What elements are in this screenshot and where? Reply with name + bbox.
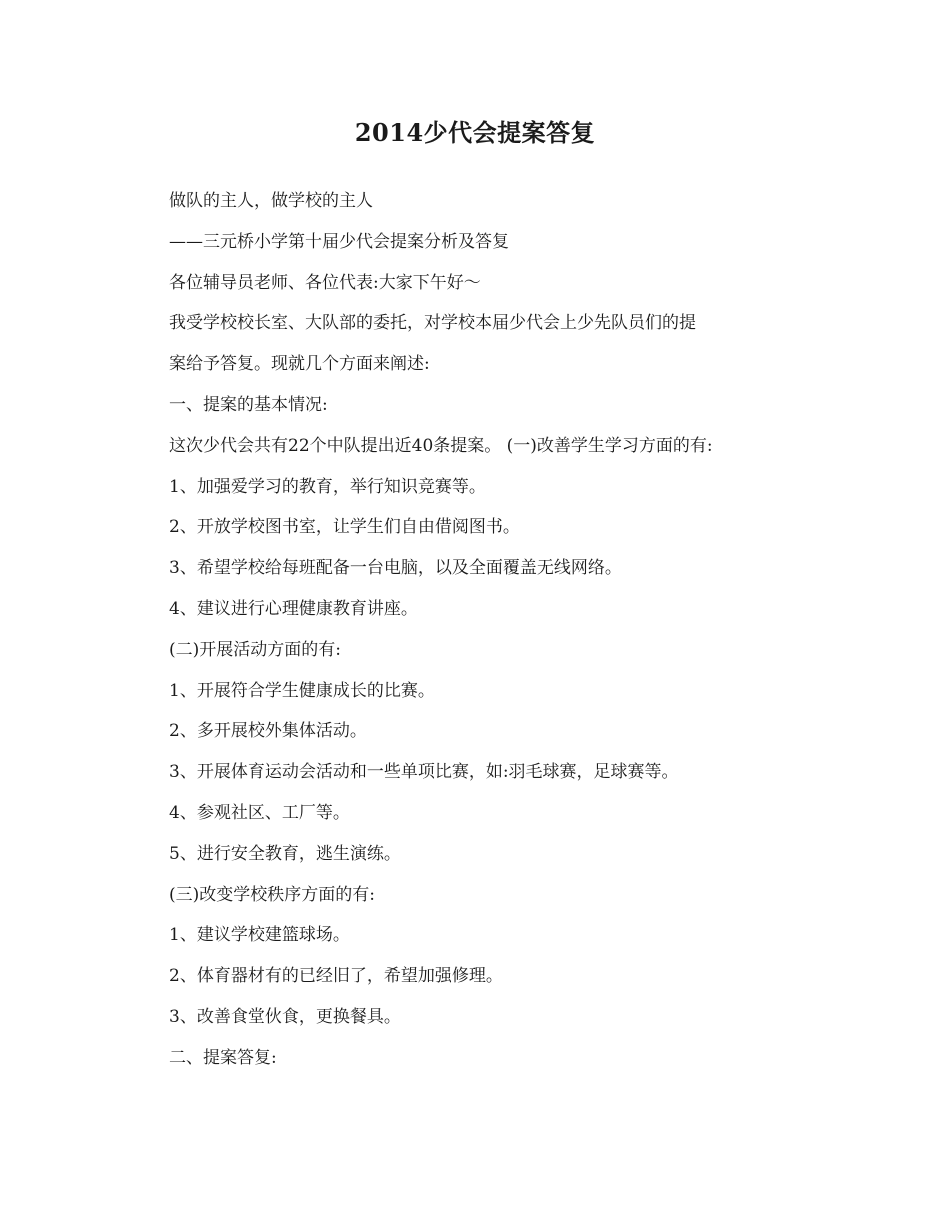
text-line: 案给予答复。现就几个方面来阐述:: [169, 354, 430, 375]
text-line: ——三元桥小学第十届少代会提案分析及答复: [169, 231, 509, 252]
document-body: [169, 185, 869, 1083]
list-item: 5、进行安全教育，逃生演练。: [169, 843, 401, 864]
list-item: 3、改善食堂伙食，更换餐具。: [169, 1006, 401, 1027]
text-line: 我受学校校长室、大队部的委托，对学校本届少代会上少先队员们的提: [169, 313, 696, 334]
section-heading: 二、提案答复:: [169, 1047, 277, 1068]
list-item: 1、加强爱学习的教育，举行知识竞赛等。: [169, 476, 486, 497]
section-heading: 一、提案的基本情况:: [169, 394, 328, 415]
list-item: 3、开展体育运动会活动和一些单项比赛，如:羽毛球赛，足球赛等。: [169, 762, 679, 783]
list-item: 1、开展符合学生健康成长的比赛。: [169, 680, 435, 701]
document-title: 2014少代会提案答复: [354, 118, 596, 147]
list-item: 2、多开展校外集体活动。: [169, 721, 367, 742]
text-line: 做队的主人，做学校的主人: [169, 191, 373, 211]
list-item: 1、建议学校建篮球场。: [169, 925, 350, 946]
list-item: 2、开放学校图书室，让学生们自由借阅图书。: [169, 517, 520, 538]
list-item: 3、希望学校给每班配备一台电脑，以及全面覆盖无线网络。: [169, 558, 622, 579]
list-item: 4、建议进行心理健康教育讲座。: [169, 598, 418, 619]
subsection-heading: (三)改变学校秩序方面的有:: [169, 884, 375, 905]
list-item: 4、参观社区、工厂等。: [169, 802, 350, 823]
subsection-heading: (二)开展活动方面的有:: [169, 639, 341, 660]
list-item: 2、体育器材有的已经旧了，希望加强修理。: [169, 966, 503, 987]
text-line: 这次少代会共有22个中队提出近40条提案。 (一)改善学生学习方面的有:: [169, 435, 713, 456]
text-line: 各位辅导员老师、各位代表:大家下午好～: [169, 272, 481, 293]
